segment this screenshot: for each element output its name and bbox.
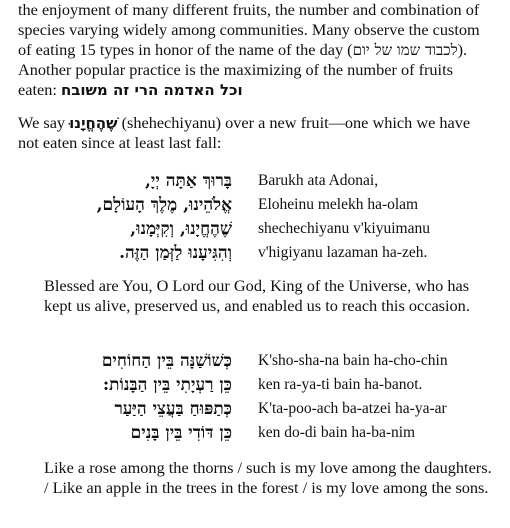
blessing-transliteration: shechechiyanu v'kiyuimanu (258, 220, 430, 237)
intro-paragraph (18, 0, 494, 100)
song-line (18, 398, 494, 422)
shehechiyanu-intro-before: We say (18, 113, 70, 132)
intro-text-continued: ). Another popular practice is the maximizing of the number of fruits eaten: (18, 40, 468, 99)
song-translation: Like a rose among the thorns / such is my love among the daughters. / Like an apple in the trees in the forest / is my love among the sons. (44, 458, 492, 497)
blessing-hebrew: בָּרוּךְ אַתָּה יְיָ, (145, 171, 232, 191)
shehechiyanu-intro-paragraph (18, 113, 494, 153)
song-transliteration: K'ta-poo-ach ba-atzei ha-ya-ar (258, 400, 447, 417)
blessing-hebrew: שֶׁהֶחֱיָנוּ, וְקִיְּמָנוּ, (130, 219, 232, 239)
blessing-transliteration: Barukh ata Adonai, (258, 172, 379, 189)
song-verses (18, 350, 494, 446)
shehechiyanu-intro-after: (shehechiyanu) over a new fruit—one which we have not eaten since at least last fall: (18, 113, 471, 152)
blessing-line (18, 170, 494, 194)
shehechiyanu-hebrew-word: שֶׁהֶחֱיָנוּ (69, 114, 118, 132)
hebrew-maximize-phrase: וכל האדמה הרי זה משובח (60, 81, 243, 99)
blessing-line (18, 194, 494, 218)
song-line (18, 350, 494, 374)
song-line (18, 374, 494, 398)
blessing-transliteration: Eloheinu melekh ha-olam (258, 196, 419, 213)
blessing-transliteration: v'higiyanu lazaman ha-zeh. (258, 244, 428, 261)
intro-text: the enjoyment of many different fruits, the number and combination of species varying widely among communities. Many observe the custom of eating 15 types in honor of the name of the day ( (18, 0, 480, 59)
hebrew-day-phrase: לכבוד שמו של יום (352, 41, 458, 59)
song-transliteration: ken ra-ya-ti bain ha-banot. (258, 376, 423, 393)
blessing-hebrew: וְהִגִּיעָנוּ לַזְּמַן הַזֶּה. (119, 243, 232, 263)
song-hebrew: כְּשׁוֹשַׁנָּה בֵּין הַחוֹחִים (101, 351, 232, 371)
blessing-line (18, 242, 494, 266)
song-transliteration: ken do-di bain ha-ba-nim (258, 424, 416, 441)
shehechiyanu-blessing (18, 170, 494, 266)
blessing-translation: Blessed are You, O Lord our God, King of the Universe, who has kept us alive, preserved us, and enabled us to reach this occasion. (44, 276, 470, 315)
song-hebrew: כְּתַפּוּחַ בַּעֲצֵי הַיַּעַר (114, 399, 232, 419)
song-hebrew: כֵּן רַעְיָתִי בֵּין הַבָּנוֹת: (102, 375, 232, 395)
blessing-hebrew: אֱלֹהֵינוּ, מֶלֶךְ הָעוֹלָם, (96, 195, 232, 215)
song-line (18, 422, 494, 446)
blessing-line (18, 218, 494, 242)
song-hebrew: כֵּן דּוֹדִי בֵּין בָּנִים (130, 423, 232, 443)
song-transliteration: K'sho-sha-na bain ha-cho-chin (258, 352, 448, 369)
